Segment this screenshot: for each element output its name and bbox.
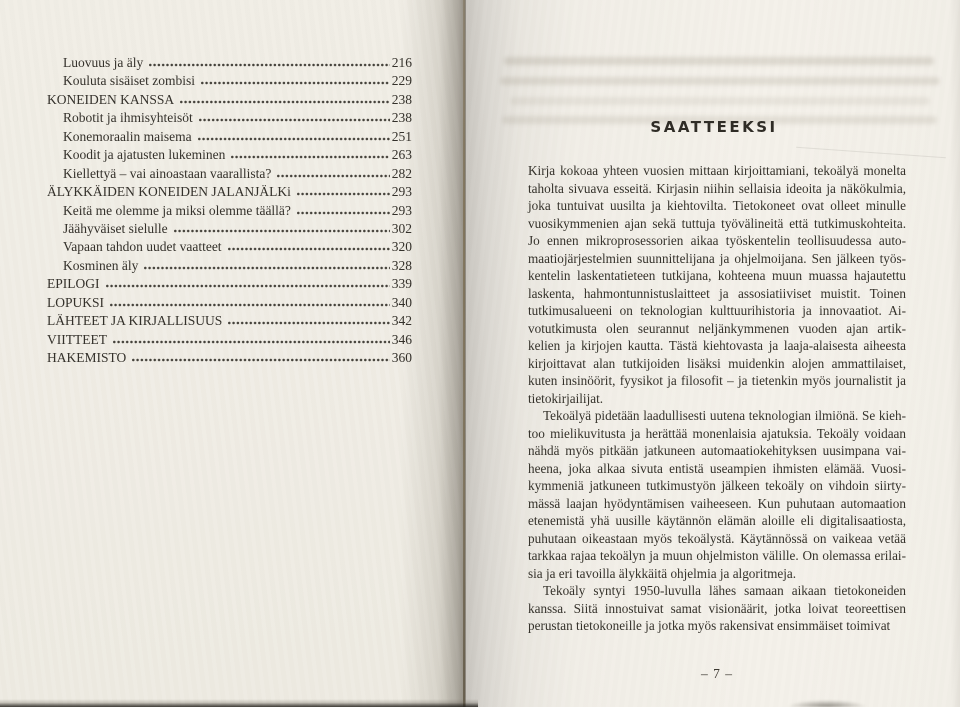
toc-entry-title: Koodit ja ajatusten lukeminen (63, 147, 226, 163)
text-line: joka tuntuivat uusilta ja kiehtovilta. Tietokoneet ovat olleet minulle (528, 198, 906, 213)
toc-entry-title: EPILOGI (47, 276, 100, 292)
toc-entry-page-number: 360 (391, 350, 412, 365)
toc-entry-page-number: 238 (391, 91, 412, 107)
toc-entry (47, 331, 412, 349)
toc-entry-page-number: 302 (391, 220, 412, 236)
text-line: mässä laajan hyödyntämisen vaiheeseen. Kun puhutaan automaation (528, 495, 906, 511)
text-line: vuosikymmenien ajan sekä tuttuja työvälineitä että tutkimuskohteita. (528, 215, 906, 231)
toc-entry (47, 220, 412, 238)
toc-entry (47, 54, 412, 72)
text-line: nähdä myös pitkään jatkuneen automaatiokehityksen uusimpana vai- (528, 443, 906, 458)
toc-entry-page-number: 238 (391, 110, 412, 126)
toc-entry-page-number: 320 (391, 239, 412, 255)
text-line: kymmeniä jatkuneen tutkimustyön jälkeen tekoäly on vihdoin siirty- (528, 478, 906, 493)
toc-entry-title: HAKEMISTO (47, 350, 127, 365)
body-text (528, 162, 906, 635)
toc-entry-title: Robotit ja ihmisyhteisöt (63, 110, 193, 126)
toc-entry-page-number: 342 (391, 313, 412, 329)
text-line: Kirja kokoaa yhteen vuosien mittaan kirjoittamiani, tekoälyä monelta (528, 163, 906, 178)
text-line: laskenta, hahmontunnistuslaitteet ja assosiatiiviset muistit. Toinen (528, 285, 906, 301)
text-line: taholta sivuava esseitä. Kirjasin niihin sellaisia ideoita ja näkökulmia, (528, 180, 906, 196)
text-line: votutkimusta olen seurannut neljänkymmenen vuoden ajan artik- (528, 320, 906, 336)
dot-leader (297, 211, 390, 215)
text-line: puhutaan oikeastaan myös tekoälystä. Käytännössä on vaikeaa vetää (528, 530, 906, 546)
toc-entry (47, 146, 412, 164)
text-line: Tekoälyä pidetään laadullisesti uutena teknologian ilmiönä. Se kieh- (543, 408, 906, 423)
toc-entry-title: LOPUKSI (47, 294, 105, 310)
toc-entry-page-number: 340 (391, 294, 412, 310)
toc-entry-title: Keitä me olemme ja miksi olemme täällä? (63, 202, 291, 218)
bleed-through-line (510, 97, 930, 105)
toc-entry (47, 294, 412, 312)
text-line: tietokirjailijat. (528, 390, 604, 406)
text-line: sia ja eri tavoilla älykkäitä ohjelmia ja algoritmeja. (528, 565, 797, 581)
bleed-through-line (504, 57, 934, 65)
toc-entry-page-number: 328 (391, 257, 412, 273)
text-line: too mielikuvitusta ja herättää monenlaisia ajatuksia. Tekoäly voidaan (528, 425, 906, 441)
dot-leader (110, 303, 390, 307)
toc-entry-page-number: 216 (391, 55, 412, 70)
text-line: Tekoäly syntyi 1950-luvulla lähes samaan aikaan tietokoneiden (543, 583, 906, 598)
text-line: tarkkaa rajaa tekoälyn ja muun ohjelmiston välille. On olemassa erilai- (528, 548, 906, 563)
toc-entry-title: Vapaan tahdon uudet vaatteet (63, 239, 222, 255)
toc-entry-title: LÄHTEET JA KIRJALLISUUS (47, 313, 223, 329)
text-line: kentelin laskentatieteen tutkijana, kohteena muun muassa hajautettu (528, 268, 906, 283)
toc-entry-page-number: 263 (391, 147, 412, 163)
toc-entry-title: Jäähyväiset sielulle (63, 220, 168, 236)
toc-entry-title: ÄLYKKÄIDEN KONEIDEN JALANJÄLKi (47, 184, 291, 200)
page-number: – 7 – (701, 666, 733, 681)
toc-entry (47, 91, 412, 109)
toc-entry-title: Kiellettyä – vai ainoastaan vaarallista? (63, 165, 272, 181)
dot-leader (132, 358, 389, 362)
toc-entry-page-number: 293 (391, 202, 412, 218)
right-page (466, 0, 960, 707)
scan-bottom-edge (0, 699, 478, 707)
toc-entry-page-number: 346 (391, 331, 412, 347)
scan-bottom-smudge (788, 700, 866, 707)
toc-entry (47, 202, 412, 220)
text-line: kanssa. Siitä innostuivat samat visionäärit, jotka loivat teoreettisen (528, 600, 906, 616)
dot-leader (228, 247, 390, 251)
text-line: kirjoittavat alan tutkijoiden lisäksi muidenkin alojen ammattilaiset, (528, 355, 906, 371)
toc-entry (47, 238, 412, 256)
toc-entry-title: Kosminen äly (63, 257, 139, 273)
toc-entry-title: VIITTEET (47, 331, 107, 347)
toc-entry-page-number: 229 (391, 73, 412, 89)
dot-leader (297, 192, 390, 196)
toc-entry-title: KONEIDEN KANSSA (47, 91, 175, 107)
dot-leader (144, 266, 389, 270)
toc-entry (47, 275, 412, 293)
dot-leader (149, 63, 390, 67)
toc-entry (47, 183, 412, 201)
book-gutter-line (463, 0, 465, 707)
dot-leader (113, 340, 390, 344)
text-line: kuten insinöörit, fyysikot ja filosofit – ja tietenkin myös journalistit ja (528, 373, 906, 388)
toc-entry (47, 109, 412, 127)
toc-entry-page-number: 293 (391, 184, 412, 200)
toc-entry (47, 312, 412, 330)
text-line: heena, joka alkaa sivuta entistä useampien ihmisten elämää. Vuosi- (528, 460, 906, 476)
dot-leader (199, 118, 390, 122)
dot-leader (198, 137, 390, 141)
dot-leader (201, 81, 390, 85)
dot-leader (180, 100, 390, 104)
text-line: etenemistä yhä uusille käytännön elämän aloille eli digitalisaatiosta, (528, 513, 906, 528)
text-line: kelien ja kirjojen kautta. Tästä kiehtovasta ja laaja-alaisesta aiheesta (528, 338, 906, 353)
scan-scratch-mark (796, 147, 946, 158)
text-line: perustan tietokoneille ja jotka myös rakensivat ensimmäiset toimivat (528, 618, 891, 633)
toc-entry (47, 165, 412, 183)
toc-entry-page-number: 282 (391, 165, 412, 181)
toc-entry (47, 349, 412, 367)
table-of-contents (47, 54, 412, 367)
toc-entry-title: Kouluta sisäiset zombisi (63, 73, 195, 89)
text-line: Jo ennen mikroprosessorien aikaa työskentelin teollisuudessa auto- (528, 233, 906, 248)
page-edge-shading (950, 0, 960, 707)
toc-entry (47, 72, 412, 90)
toc-entry-page-number: 251 (391, 128, 412, 144)
toc-entry-title: Luovuus ja äly (63, 55, 144, 70)
dot-leader (174, 229, 390, 233)
toc-entry (47, 257, 412, 275)
dot-leader (228, 321, 390, 325)
left-page (0, 0, 466, 707)
dot-leader (106, 284, 390, 288)
toc-entry-page-number: 339 (391, 276, 412, 292)
bleed-through-line (500, 77, 940, 85)
dot-leader (277, 174, 389, 178)
text-line: maatiojärjestelmien suunnittelijana ja ohjelmoijana. Sen jälkeen työs- (528, 250, 906, 266)
chapter-heading: SAATTEEKSI (650, 118, 778, 136)
dot-leader (231, 155, 389, 159)
toc-entry-title: Konemoraalin maisema (63, 128, 192, 144)
text-line: tutkimusalueeni on teknologian kulttuurihistoria ja innovaatiot. Ai- (528, 303, 906, 318)
toc-entry (47, 128, 412, 146)
